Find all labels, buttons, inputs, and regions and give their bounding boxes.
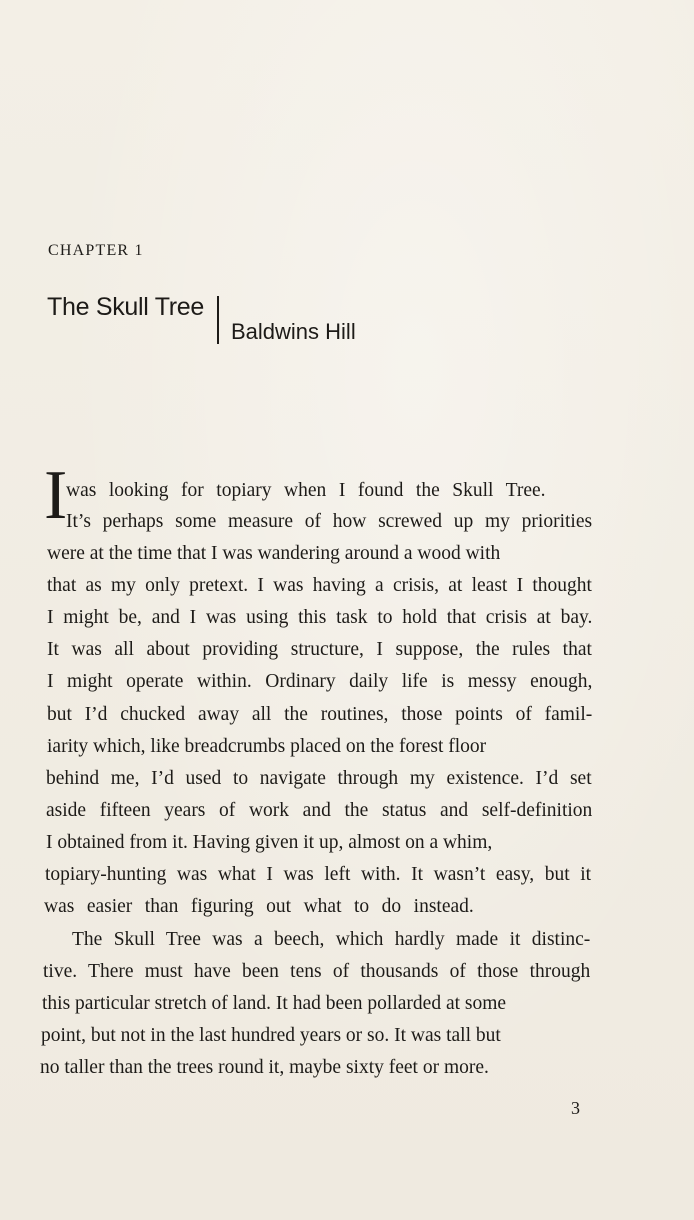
body-line: aside fifteen years of work and the status and self-definition (46, 800, 593, 821)
body-line: The Skull Tree was a beech, which hardly made it distinc- (72, 929, 591, 950)
body-line: I obtained from it. Having given it up, almost on a whim, (46, 832, 493, 853)
chapter-place: Baldwins Hill (231, 319, 356, 344)
body-line: was easier than figuring out what to do instead. (44, 896, 474, 917)
body-line: was looking for topiary when I found the Skull Tree. (66, 480, 546, 501)
body-line: iarity which, like breadcrumbs placed on the forest floor (47, 736, 487, 757)
chapter-label: CHAPTER 1 (48, 242, 144, 259)
page-number: 3 (571, 1098, 580, 1118)
body-line: this particular stretch of land. It had been pollarded at some (42, 993, 507, 1014)
body-line: no taller than the trees round it, maybe sixty feet or more. (40, 1057, 489, 1078)
title-divider (217, 296, 219, 344)
body-line: It’s perhaps some measure of how screwed up my priorities (66, 511, 593, 532)
body-line: topiary-hunting was what I was left with. It wasn’t easy, but it (45, 864, 592, 885)
body-line: behind me, I’d used to navigate through my existence. I’d set (46, 768, 592, 789)
body-line: tive. There must have been tens of thousands of those through (43, 961, 591, 982)
body-line: It was all about providing structure, I suppose, the rules that (47, 639, 592, 660)
drop-cap: I (44, 457, 68, 534)
body-line: point, but not in the last hundred years or so. It was tall but (41, 1025, 501, 1046)
body-line: I might be, and I was using this task to hold that crisis at bay. (47, 607, 593, 628)
body-line: but I’d chucked away all the routines, those points of famil- (47, 704, 593, 725)
body-line: that as my only pretext. I was having a crisis, at least I thought (47, 575, 592, 596)
chapter-title: The Skull Tree (47, 293, 204, 321)
body-line: I might operate within. Ordinary daily life is messy enough, (47, 671, 593, 692)
body-line: were at the time that I was wandering around a wood with (47, 543, 501, 564)
